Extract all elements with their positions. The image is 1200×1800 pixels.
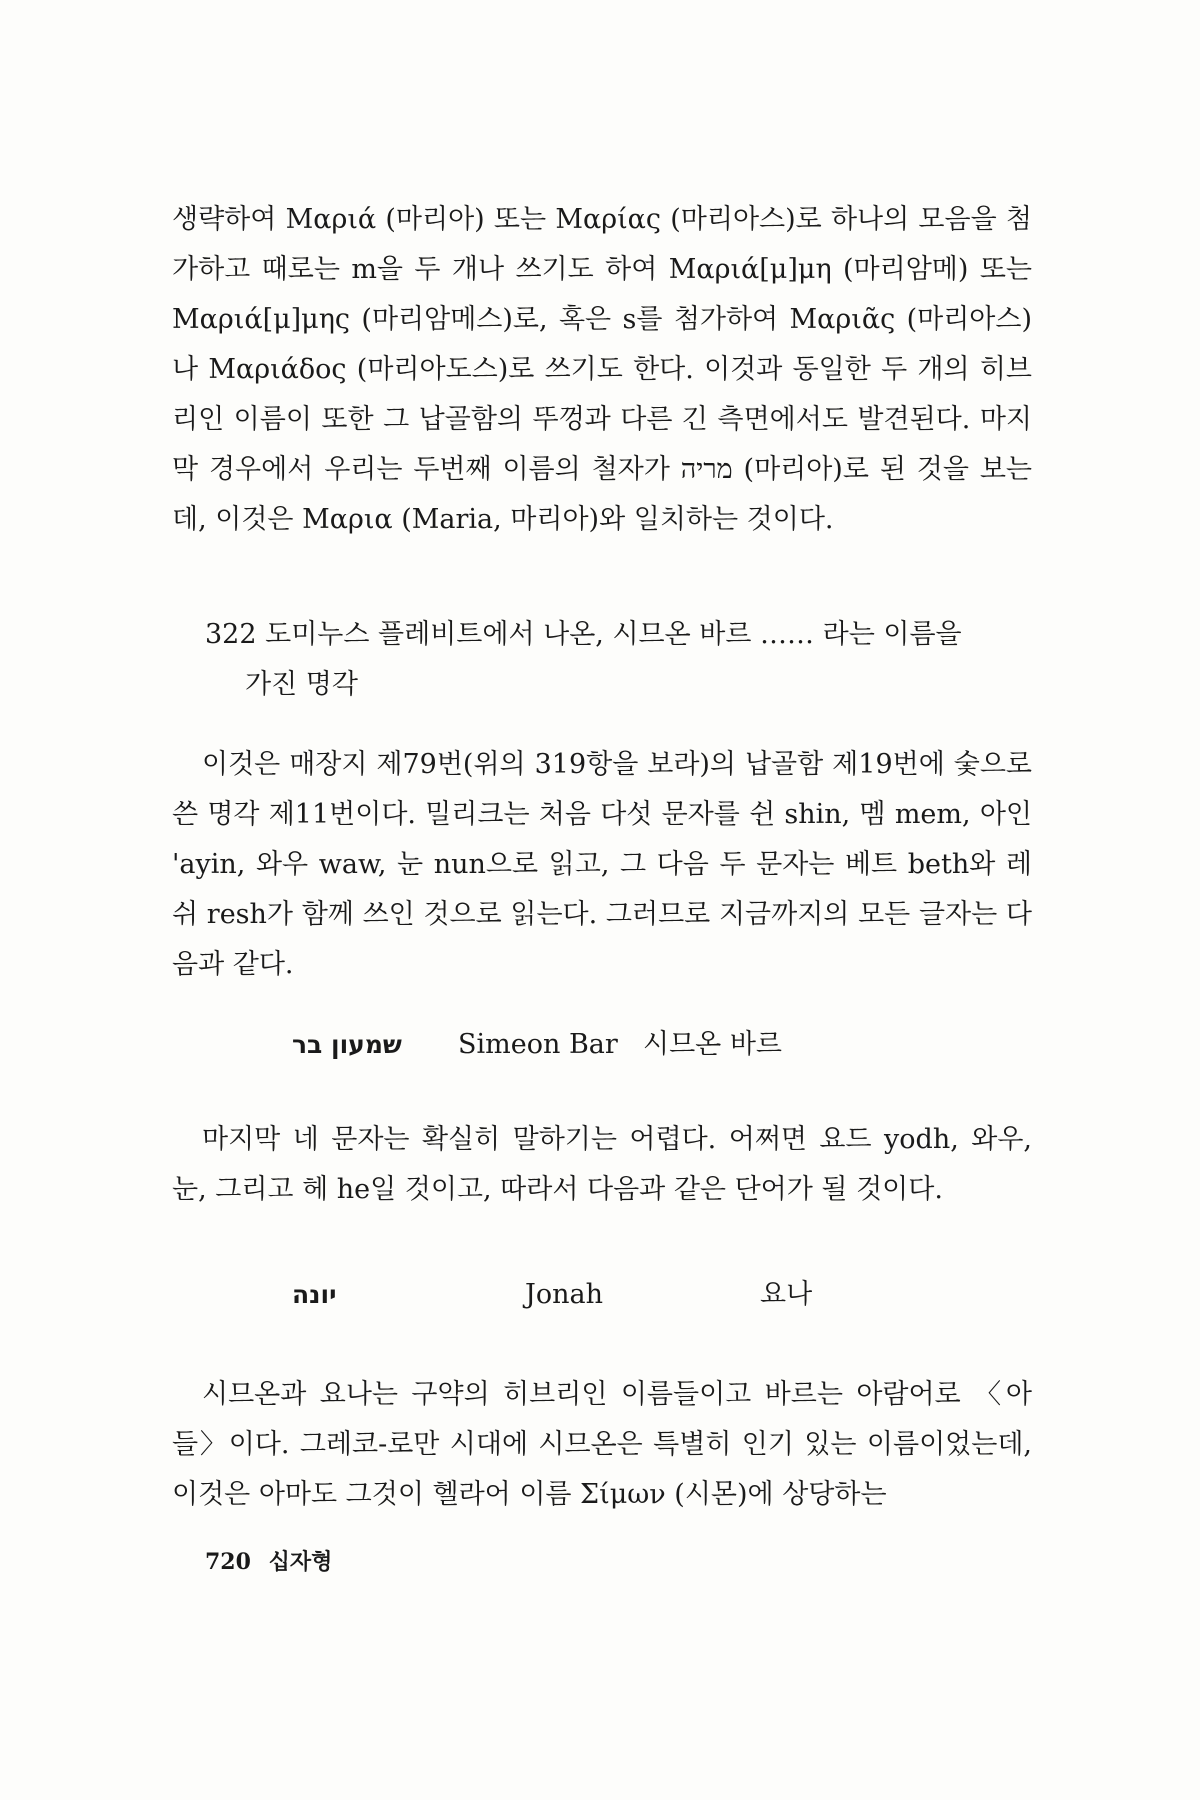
korean-name: 요나 (760, 1279, 813, 1310)
section-heading (205, 610, 1035, 710)
page-number: 720 (205, 1549, 251, 1575)
running-title: 십자형 (268, 1549, 333, 1575)
body-paragraph: 이것은 매장지 제79번(위의 319항을 보라)의 납골함 제19번에 숯으로 쓴 명각 제11번이다. 밀리크는 처음 다섯 문자를 쉰 shin, 멤 mem, 아인 'ayin, 와우 waw, 눈 nun으로 읽고, 그 다음 두 문자는 베트 beth와 레쉬 resh가 함께 쓰인 것으로 읽는다. 그러므로 지금까지의 모든 글자는 다음과 같다. (172, 749, 1032, 980)
page-footer (205, 1545, 332, 1576)
latin-name: Jonah (525, 1279, 603, 1310)
hebrew-name: שמעון בר (292, 1030, 402, 1059)
section-title-line1: 도미누스 플레비트에서 나온, 시므온 바르 …… 라는 이름을 (265, 619, 962, 650)
body-paragraph: 시므온과 요나는 구약의 히브리인 이름들이고 바르는 아람어로 〈아들〉이다. 그레코-로만 시대에 시므온은 특별히 인기 있는 이름이었는데, 이것은 아마도 그것이 헬라어 이름 Σίμων (시몬)에 상당하는 (172, 1379, 1032, 1510)
hebrew-name: יונה (292, 1280, 337, 1309)
body-paragraph: 마지막 네 문자는 확실히 말하기는 어렵다. 어쩌면 요드 yodh, 와우, 눈, 그리고 헤 he일 것이고, 따라서 다음과 같은 단어가 될 것이다. (172, 1124, 1032, 1205)
name-transliteration-row (0, 1020, 1200, 1070)
korean-name: 시므온 바르 (643, 1029, 782, 1060)
section-title-line2: 가진 명각 (245, 669, 358, 700)
latin-name: Simeon Bar (458, 1029, 618, 1060)
body-paragraph: 생략하여 Μαριά (마리아) 또는 Μαρίας (마리아스)로 하나의 모음을 첨가하고 때로는 m을 두 개나 쓰기도 하여 Μαριά[μ]μη (마리암메) 또는 Μαριά[μ]μης (마리암메스)로, 혹은 s를 첨가하여 Μαριᾶς (마리아스)나 Μαριάδος (마리아도스)로 쓰기도 한다. 이것과 동일한 두 개의 히브리인 이름이 또한 그 납골함의 뚜껑과 다른 긴 측면에서도 발견된다. 마지막 경우에서 우리는 두번째 이름의 철자가 מריה (마리아)로 된 것을 보는데, 이것은 Μαρια (Maria, 마리아)와 일치하는 것이다. (172, 204, 1033, 535)
name-transliteration-row (0, 1270, 1200, 1320)
section-number: 322 (205, 619, 257, 650)
